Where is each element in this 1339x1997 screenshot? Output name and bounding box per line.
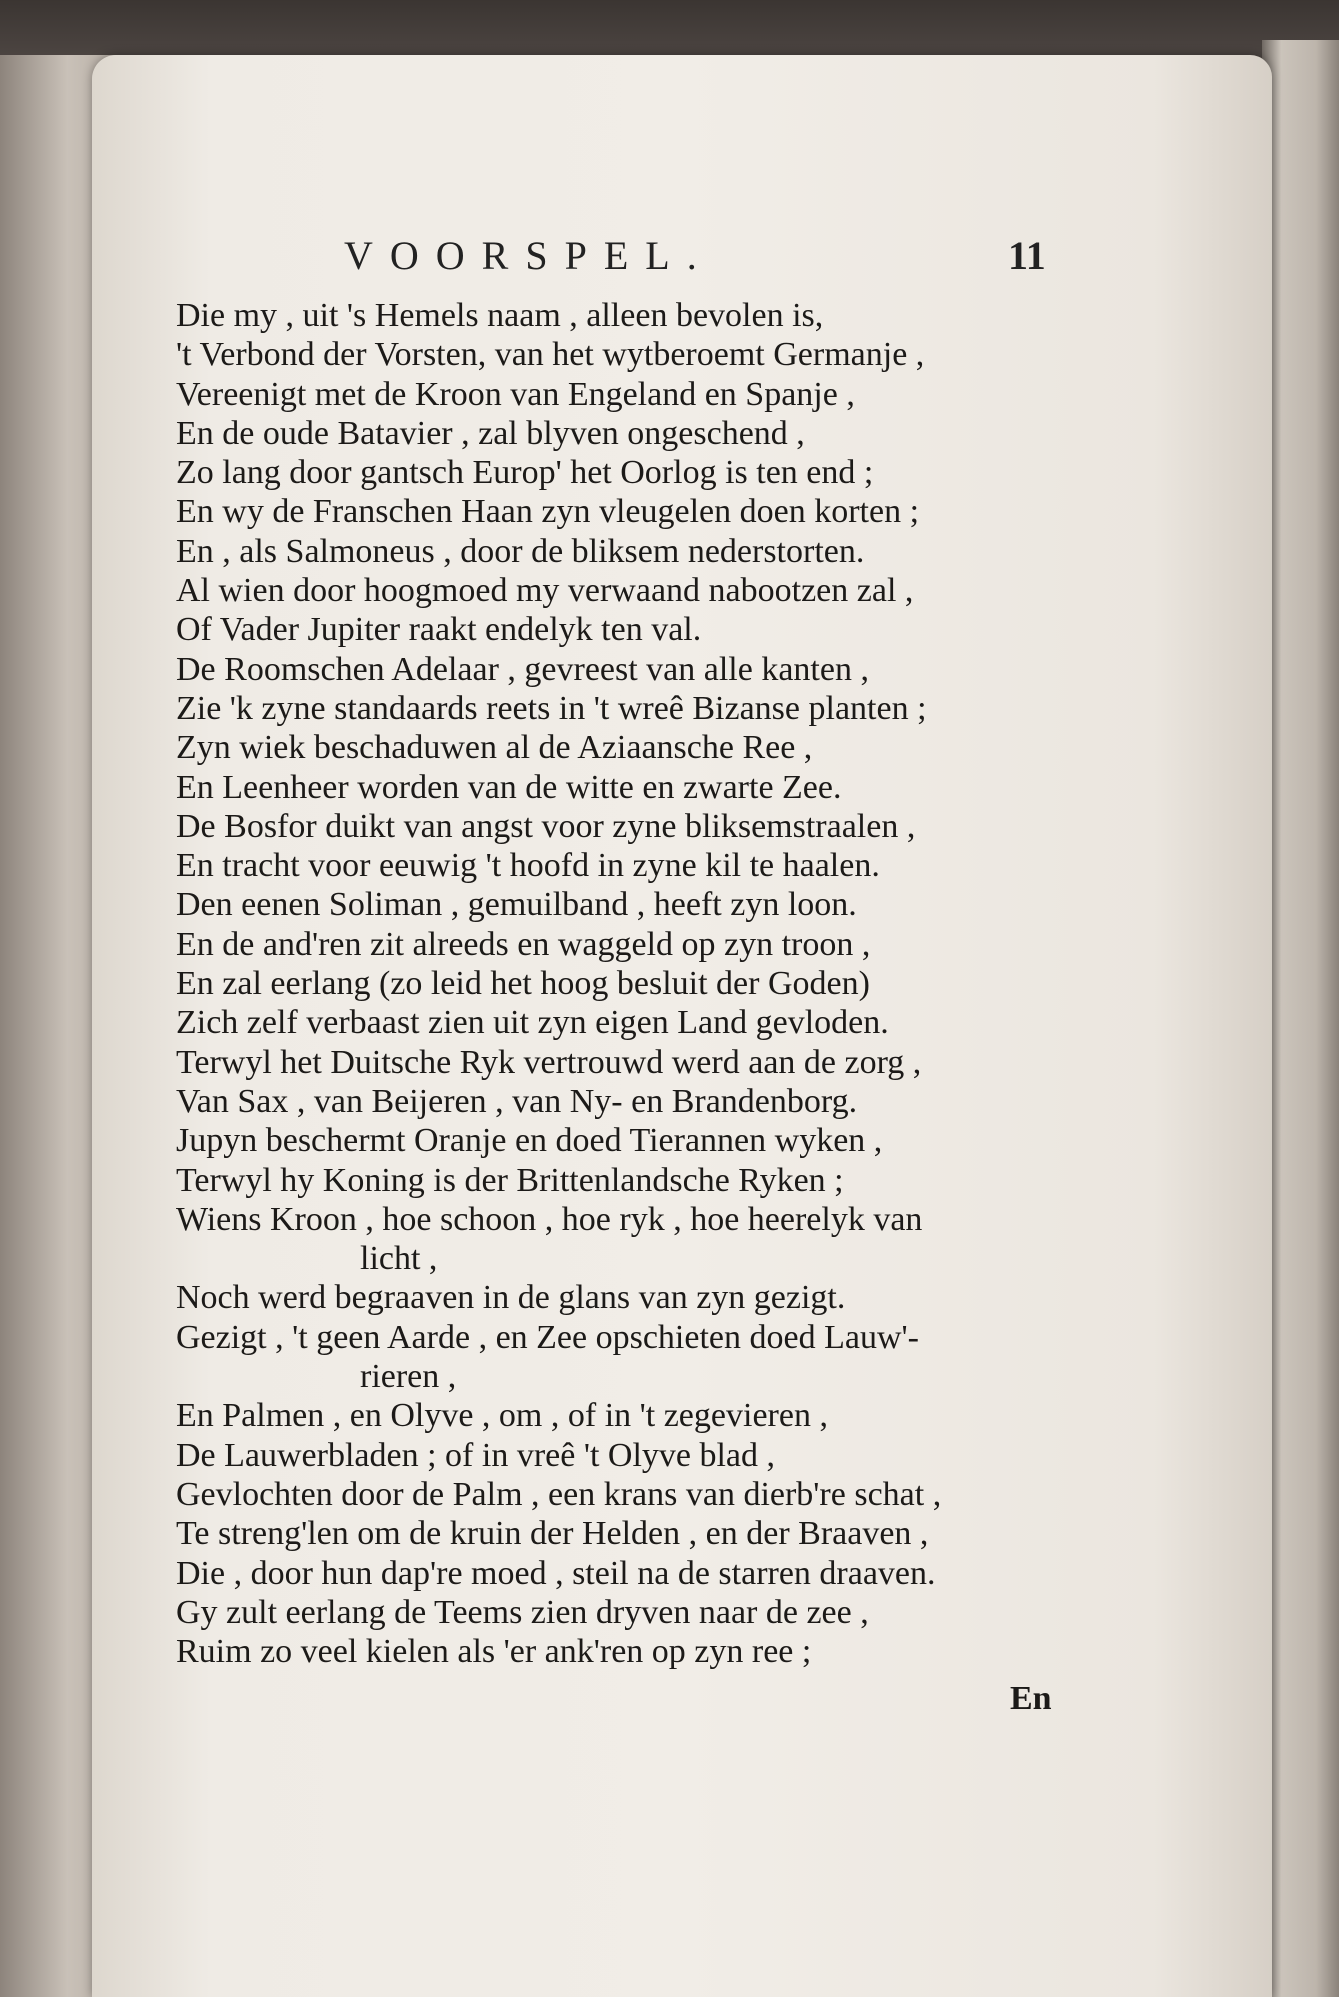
verse-line: Zyn wiek beschaduwen al de Aziaansche Ree , (176, 729, 813, 767)
verse-line: Noch werd begraaven in de glans van zyn gezigt. (176, 1279, 846, 1317)
verse-line: Vereenigt met de Kroon van Engeland en Spanje , (176, 375, 855, 413)
verse-block (176, 296, 1076, 1671)
verse-line-continuation: rieren , (360, 1358, 457, 1396)
catchword: En (1010, 1680, 1052, 1717)
verse-line: Wiens Kroon , hoe schoon , hoe ryk , hoe heerelyk van (176, 1200, 923, 1238)
verse-line: Die , door hun dap're moed , steil na de starren draaven. (176, 1554, 936, 1592)
verse-line: En de and'ren zit alreeds en waggeld op zyn troon , (176, 925, 871, 963)
verse-line: De Bosfor duikt van angst voor zyne bliksemstraalen , (176, 807, 916, 845)
verse-line: De Lauwerbladen ; of in vreê 't Olyve blad , (176, 1436, 776, 1474)
verse-line: Zich zelf verbaast zien uit zyn eigen Land gevloden. (176, 1004, 889, 1042)
verse-line: Ruim zo veel kielen als 'er ank'ren op zyn ree ; (176, 1633, 812, 1671)
verse-line: Gezigt , 't geen Aarde , en Zee opschieten doed Lauw'- (176, 1318, 919, 1356)
running-title: VOORSPEL. (344, 233, 714, 278)
verse-line: De Roomschen Adelaar , gevreest van alle kanten , (176, 650, 869, 688)
verse-line: Gevlochten door de Palm , een krans van dierb're schat , (176, 1475, 942, 1513)
page-number: 11 (1008, 233, 1046, 278)
verse-line: En tracht voor eeuwig 't hoofd in zyne kil te haalen. (176, 847, 880, 885)
verse-line: En zal eerlang (zo leid het hoog besluit der Goden) (176, 965, 870, 1003)
verse-line: Terwyl hy Koning is der Brittenlandsche Ryken ; (176, 1161, 844, 1199)
verse-line: Zo lang door gantsch Europ' het Oorlog is ten end ; (176, 454, 874, 492)
verse-line: Of Vader Jupiter raakt endelyk ten val. (176, 611, 702, 649)
verse-line: Jupyn beschermt Oranje en doed Tierannen wyken , (176, 1122, 883, 1160)
verse-line: En de oude Batavier , zal blyven ongeschend , (176, 414, 805, 452)
verse-line: 't Verbond der Vorsten, van het wytberoemt Germanje , (176, 336, 925, 374)
page-stack-edge (1262, 40, 1339, 1997)
verse-line-continuation: licht , (360, 1240, 438, 1278)
verse-line: En wy de Franschen Haan zyn vleugelen doen korten ; (176, 493, 920, 531)
verse-line: Zie 'k zyne standaards reets in 't wreê Bizanse planten ; (176, 689, 927, 727)
verse-line: Terwyl het Duitsche Ryk vertrouwd werd aan de zorg , (176, 1043, 922, 1081)
verse-line: Te streng'len om de kruin der Helden , en der Braaven , (176, 1515, 929, 1553)
verse-line: Van Sax , van Beijeren , van Ny- en Brandenborg. (176, 1082, 858, 1120)
verse-line: Al wien door hoogmoed my verwaand nabootzen zal , (176, 572, 914, 610)
verse-line: Gy zult eerlang de Teems zien dryven naar de zee , (176, 1593, 869, 1631)
verse-line: En Palmen , en Olyve , om , of in 't zegevieren , (176, 1397, 828, 1435)
verse-line: Die my , uit 's Hemels naam , alleen bevolen is, (176, 297, 824, 334)
verse-line: En Leenheer worden van de witte en zwarte Zee. (176, 768, 842, 806)
verse-line: En , als Salmoneus , door de bliksem nederstorten. (176, 532, 865, 570)
verse-line: Den eenen Soliman , gemuilband , heeft zyn loon. (176, 886, 857, 924)
